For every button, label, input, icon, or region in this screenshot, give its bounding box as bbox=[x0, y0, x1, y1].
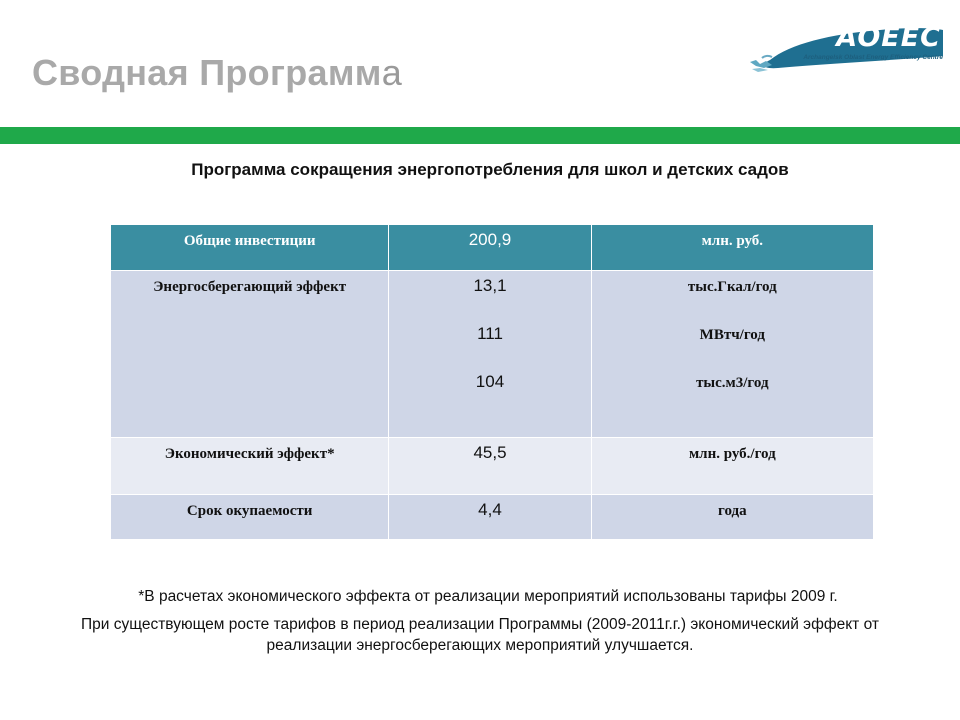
row-unit: млн. руб./год bbox=[688, 446, 776, 462]
footnote-growth: При существующем росте тарифов в период реализации Программы (2009-2011г.г.) экономический эффект от реализации энергосберегающих мероприятий улучшается. bbox=[81, 616, 879, 654]
header-unit: млн. руб. bbox=[701, 233, 764, 249]
footnote-tariffs: *В расчетах экономического эффекта от реализации мероприятий использованы тарифы 2009 г. bbox=[138, 588, 838, 605]
header-label-cell bbox=[111, 225, 389, 271]
row-label-cell bbox=[111, 438, 389, 495]
row-unit-cell bbox=[591, 495, 873, 540]
row-unit-cell bbox=[591, 438, 873, 495]
green-divider-bar bbox=[0, 127, 960, 144]
table-header-row bbox=[111, 225, 874, 271]
table-row bbox=[111, 271, 874, 438]
header-label: Общие инвестиции bbox=[183, 233, 316, 249]
row-label: Срок окупаемости bbox=[186, 503, 313, 519]
row-value-cell bbox=[389, 438, 591, 495]
row-value: 45,5 bbox=[473, 443, 507, 462]
program-subtitle: Программа сокращения энергопотребления для школ и детских садов bbox=[191, 160, 789, 179]
slide-title-main: Сводная Программ bbox=[32, 52, 382, 93]
row-value-cell bbox=[389, 271, 591, 438]
row-label-cell bbox=[111, 271, 389, 438]
row-value: 111 bbox=[477, 324, 503, 343]
row-value: 13,1 bbox=[473, 276, 507, 295]
logo-text: AOEEC bbox=[836, 22, 941, 53]
row-unit: года bbox=[718, 503, 747, 519]
logo-subtitle: Archangelsk Oblast Energy Efficiency Centre bbox=[803, 54, 943, 61]
table-row bbox=[111, 495, 874, 540]
row-unit: МВтч/год bbox=[699, 327, 765, 343]
table-row bbox=[111, 438, 874, 495]
header-unit-cell bbox=[591, 225, 873, 271]
row-unit: тыс.Гкал/год bbox=[687, 279, 777, 295]
row-label: Энергосберегающий эффект bbox=[153, 279, 347, 295]
row-label: Экономический эффект* bbox=[164, 446, 335, 462]
row-unit: тыс.м3/год bbox=[696, 375, 769, 391]
row-value: 4,4 bbox=[478, 500, 502, 519]
row-value: 104 bbox=[475, 372, 505, 391]
row-unit-cell bbox=[591, 271, 873, 438]
header-value-cell bbox=[389, 225, 591, 271]
summary-table bbox=[110, 224, 874, 540]
header-value: 200,9 bbox=[468, 230, 512, 249]
aoeec-logo bbox=[750, 22, 945, 78]
row-value-cell bbox=[389, 495, 591, 540]
row-label-cell bbox=[111, 495, 389, 540]
slide-title-last-letter: а bbox=[381, 52, 403, 93]
slide-title bbox=[32, 52, 402, 94]
